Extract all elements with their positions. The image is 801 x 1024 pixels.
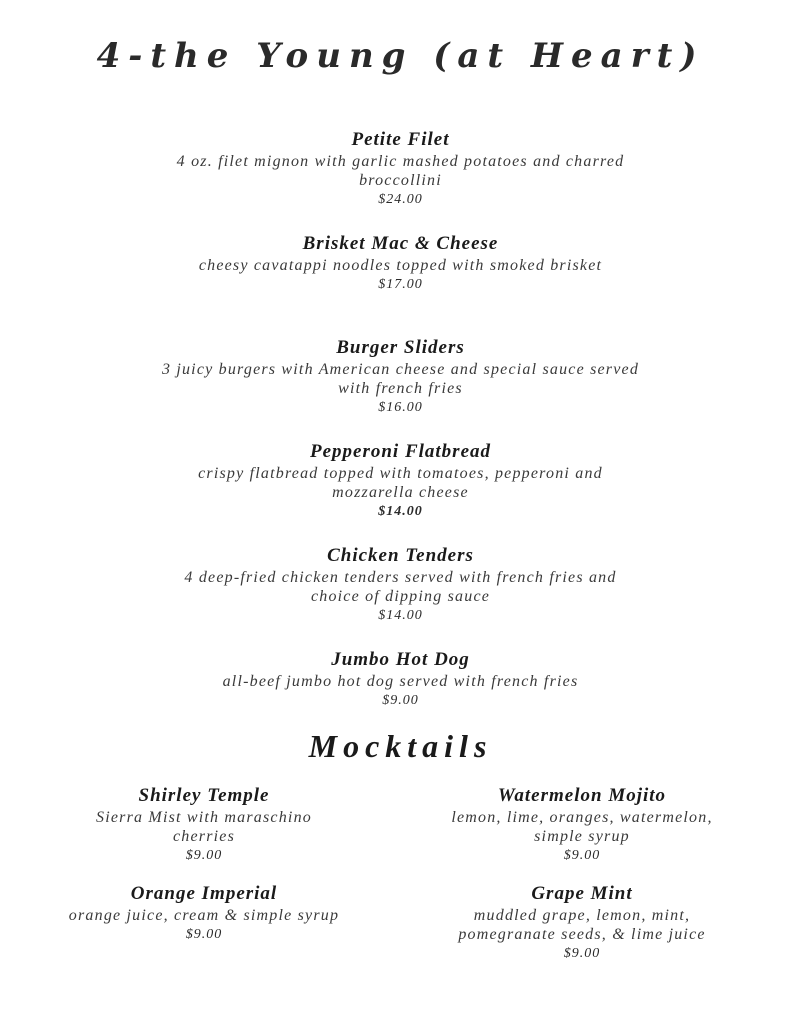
menu-item — [0, 440, 801, 544]
item-description: lemon, lime, oranges, watermelon, simple syrup — [451, 809, 713, 845]
item-description: 3 juicy burgers with American cheese and special sauce served with french fries — [161, 361, 640, 397]
item-description: all-beef jumbo hot dog served with french fries — [222, 673, 579, 690]
menu-item — [0, 128, 801, 232]
menu-item — [0, 232, 801, 336]
menu-item — [432, 882, 732, 964]
item-name: Jumbo Hot Dog — [331, 649, 470, 670]
section-title-mocktails: Mocktails — [308, 728, 493, 764]
menu-item — [432, 784, 732, 882]
item-name: Grape Mint — [531, 883, 633, 904]
item-name: Brisket Mac & Cheese — [302, 233, 499, 254]
item-price: $9.00 — [563, 946, 601, 961]
mocktails-right-column — [432, 784, 732, 964]
page-title: 4-the Young (at Heart) — [96, 36, 705, 76]
item-description: 4 deep-fried chicken tenders served with french fries and choice of dipping sauce — [184, 569, 617, 605]
item-name: Pepperoni Flatbread — [309, 441, 492, 462]
item-description: crispy flatbread topped with tomatoes, pepperoni and mozzarella cheese — [198, 465, 603, 501]
item-price: $14.00 — [378, 504, 423, 519]
item-name: Shirley Temple — [138, 785, 270, 806]
menu-item — [0, 336, 801, 440]
item-name: Chicken Tenders — [327, 545, 474, 566]
main-menu-list — [0, 128, 801, 752]
item-description: orange juice, cream & simple syrup — [68, 907, 340, 924]
menu-item — [0, 544, 801, 648]
item-name: Orange Imperial — [130, 883, 278, 904]
item-price: $17.00 — [378, 277, 423, 292]
mocktails-left-column — [54, 784, 354, 945]
item-name: Burger Sliders — [336, 337, 465, 358]
item-description: Sierra Mist with maraschino cherries — [96, 809, 312, 845]
item-name: Petite Filet — [351, 129, 450, 150]
menu-item — [54, 784, 354, 882]
item-description: 4 oz. filet mignon with garlic mashed potatoes and charred broccollini — [176, 153, 625, 189]
item-description: muddled grape, lemon, mint, pomegranate seeds, & lime juice — [458, 907, 706, 943]
item-price: $9.00 — [563, 848, 601, 863]
item-price: $9.00 — [382, 693, 419, 708]
item-price: $24.00 — [378, 192, 423, 207]
item-price: $9.00 — [185, 927, 223, 942]
item-name: Watermelon Mojito — [497, 785, 667, 806]
item-price: $9.00 — [185, 848, 223, 863]
item-price: $16.00 — [378, 400, 423, 415]
item-price: $14.00 — [378, 608, 423, 623]
menu-item — [54, 882, 354, 945]
item-description: cheesy cavatappi noodles topped with smoked brisket — [198, 257, 603, 274]
